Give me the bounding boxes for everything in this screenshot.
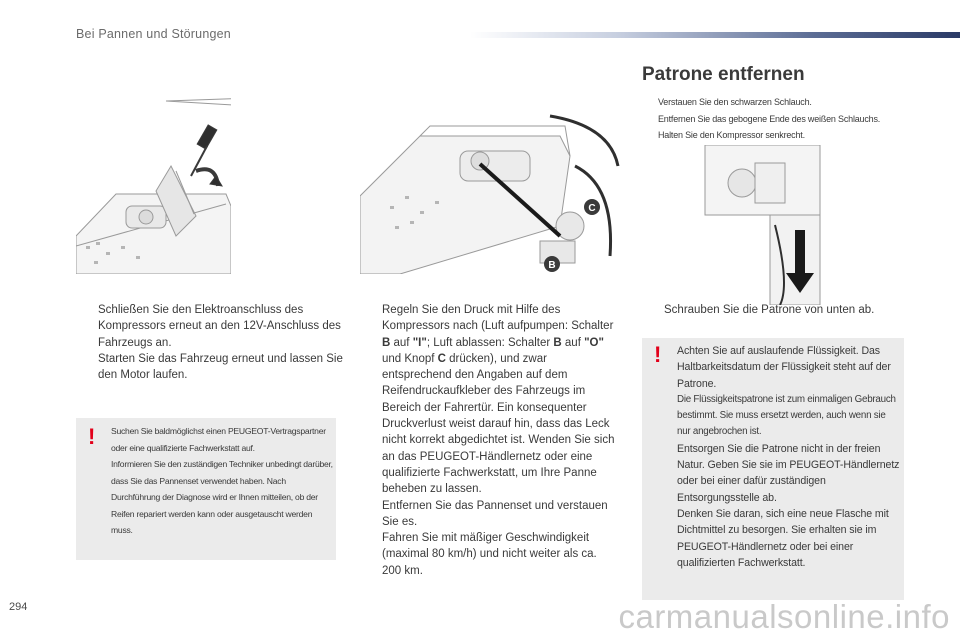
warning-icon: ! (654, 342, 662, 367)
compressor-controls-illustration (360, 96, 620, 274)
warning-text: Denken Sie daran, sich eine neue Flasche mit Dichtmittel zu besorgen. Sie erhalten sie im PEUGEOT-Händlernetz oder bei einer qualifizierten Fachwerkstatt. (677, 507, 889, 569)
middle-column (360, 302, 618, 579)
unscrew-cartridge-illustration (700, 145, 830, 305)
warning-text: Informieren Sie den zuständigen Techniker unbedingt darüber, dass Sie das Pannenset verwendet haben. Nach Durchführung der Diagnose wird er Ihnen mitteilen, ob der Reifen repariert werden kann oder ausgetauscht werden muss. (111, 459, 333, 535)
list-item: Regeln Sie den Druck mit Hilfe des Kompressors nach (Luft aufpumpen: Schalter B auf "I"; Luft ablassen: Schalter B auf "O" und Knopf C drücken), und zwar entsprechend den Angaben auf dem Reifendruckaufkleber des Fahrzeugs im Bereich der Fahrertür. Ein konsequenter Druckverlust weist darauf hin, dass das Leck nicht korrekt abgedichtet ist. Wenden Sie sich an das PEUGEOT-Händlernetz oder eine qualifizierte Fachwerkstatt, um Ihre Panne beheben zu lassen. (382, 304, 615, 496)
label-c: C (588, 203, 596, 214)
label-b: B (548, 260, 556, 271)
page-number: 294 (9, 601, 28, 613)
right-column (642, 302, 904, 318)
warning-box-repair (76, 418, 336, 560)
warning-icon: ! (88, 424, 96, 449)
warning-text: Suchen Sie baldmöglichst einen PEUGEOT-Vertragspartner oder eine qualifizierte Fachwerkstatt auf. (111, 426, 326, 453)
header-bar (470, 32, 960, 38)
watermark: carmanualsonline.info (618, 598, 950, 635)
left-column (76, 302, 346, 383)
compressor-cartridge-illustration (76, 96, 231, 274)
list-item: Schrauben Sie die Patrone von unten ab. (664, 304, 875, 316)
list-item: Verstauen Sie den schwarzen Schlauch. (658, 97, 812, 107)
header-title: Bei Pannen und Störungen (76, 27, 231, 41)
warning-box-cartridge (642, 338, 904, 600)
list-item: Fahren Sie mit mäßiger Geschwindigkeit (maximal 80 km/h) und nicht weiter als ca. 200 km. (382, 532, 597, 577)
list-item: Entfernen Sie das Pannenset und verstauen Sie es. (382, 499, 608, 528)
warning-text: Achten Sie auf auslaufende Flüssigkeit. Das Haltbarkeitsdatum der Flüssigkeit steht auf der Patrone. (677, 345, 891, 390)
list-item: Halten Sie den Kompressor senkrecht. (658, 130, 805, 140)
right-bullet-list (642, 94, 932, 144)
warning-text: Die Flüssigkeitspatrone ist zum einmaligen Gebrauch bestimmt. Sie muss ersetzt werden, auch wenn sie nur angebrochen ist. (677, 393, 896, 438)
list-item: Starten Sie das Fahrzeug erneut und lassen Sie den Motor laufen. (98, 352, 343, 382)
warning-text: Entsorgen Sie die Patrone nicht in der freien Natur. Geben Sie sie im PEUGEOT-Händlernetz oder bei einer dafür zuständigen Entsorgungsstelle ab. (677, 442, 900, 504)
list-item: Entfernen Sie das gebogene Ende des weißen Schlauchs. (658, 113, 881, 124)
list-item: Schließen Sie den Elektroanschluss des Kompressors erneut an den 12V-Anschluss des Fahrzeugs an. (98, 304, 341, 349)
section-title: Patrone entfernen (642, 64, 805, 85)
